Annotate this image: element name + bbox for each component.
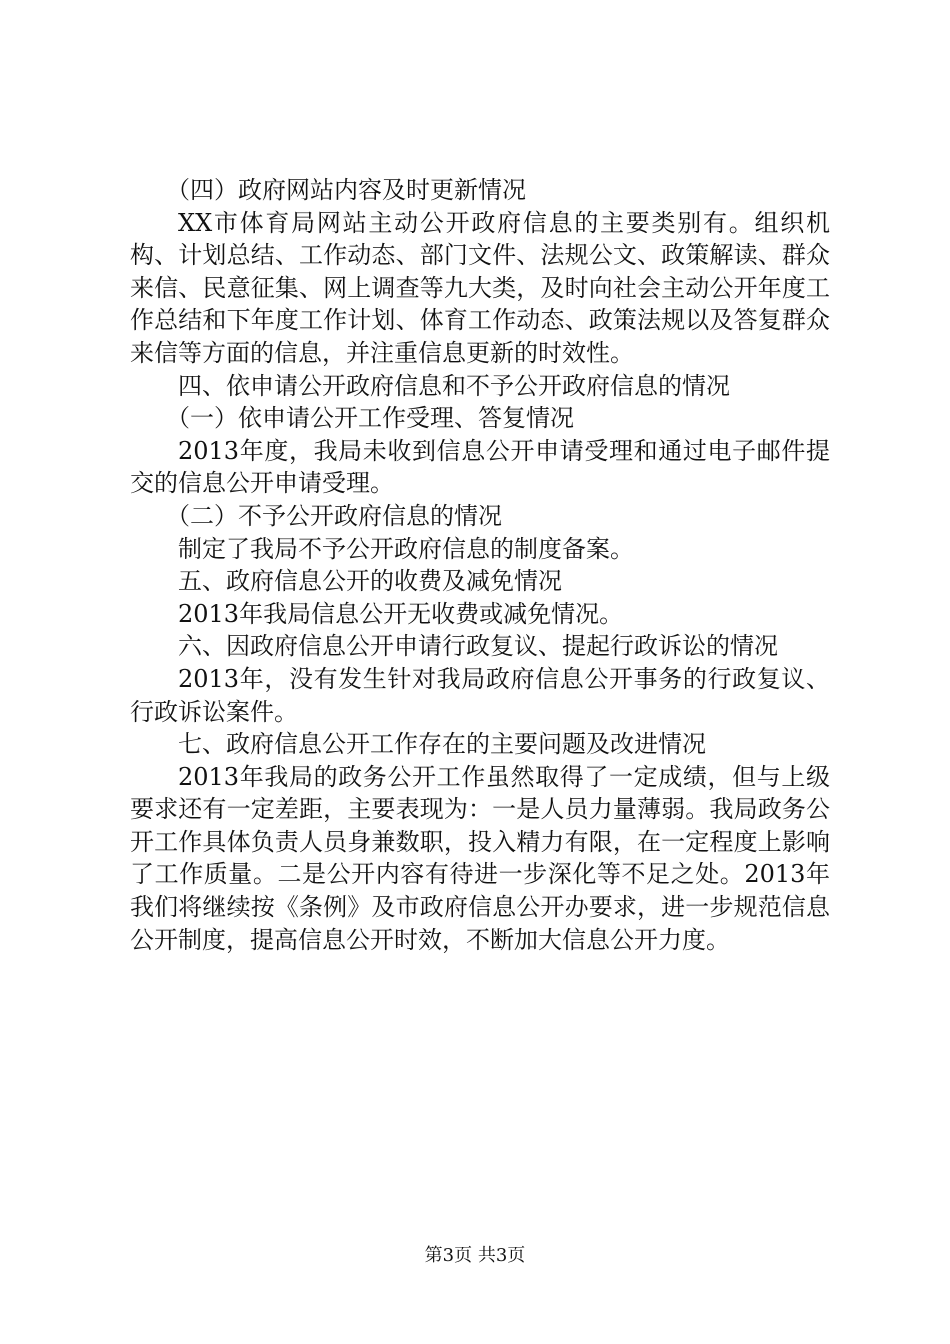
section-heading-problems: 七、政府信息公开工作存在的主要问题及改进情况 [178, 730, 706, 759]
paragraph-website-categories: XX市体育局网站主动公开政府信息的主要类别有。组织机构、计划总结、工作动态、部门文件、法规公文、政策解读、群众来信、民意征集、网上调查等九大类，及时向社会主动公开年度工作总结和下年度工作计划、体育工作动态、政策法规以及答复群众来信等方面的信息，并注重信息更新的时效性。 [130, 208, 830, 367]
subsection-heading-not-disclosed: （二）不予公开政府信息的情况 [166, 501, 502, 530]
section-heading-review-litigation: 六、因政府信息公开申请行政复议、提起行政诉讼的情况 [178, 632, 778, 661]
section-heading-fees: 五、政府信息公开的收费及减免情况 [178, 567, 562, 596]
section-heading-on-request: 四、依申请公开政府信息和不予公开政府信息的情况 [178, 371, 730, 400]
subsection-heading-request-handling: （一）依申请公开工作受理、答复情况 [166, 404, 574, 433]
paragraph-review-litigation: 2013年，没有发生针对我局政府信息公开事务的行政复议、行政诉讼案件。 [130, 664, 830, 726]
section-heading-website-updates: （四）政府网站内容及时更新情况 [166, 176, 526, 204]
page-footer: 第3页 共3页 [424, 1245, 526, 1266]
paragraph-not-disclosed: 制定了我局不予公开政府信息的制度备案。 [178, 534, 634, 563]
paragraph-fees: 2013年我局信息公开无收费或减免情况。 [178, 599, 624, 628]
document-body [130, 174, 830, 956]
paragraph-request-handling: 2013年度，我局未收到信息公开申请受理和通过电子邮件提交的信息公开申请受理。 [130, 436, 830, 498]
paragraph-problems: 2013年我局的政务公开工作虽然取得了一定成绩，但与上级要求还有一定差距，主要表现为：一是人员力量薄弱。我局政务公开工作具体负责人员身兼数职，投入精力有限，在一定程度上影响了工作质量。二是公开内容有待进一步深化等不足之处。2013年我们将继续按《条例》及市政府信息公开办要求，进一步规范信息公开制度，提高信息公开时效，不断加大信息公开力度。 [130, 762, 830, 954]
